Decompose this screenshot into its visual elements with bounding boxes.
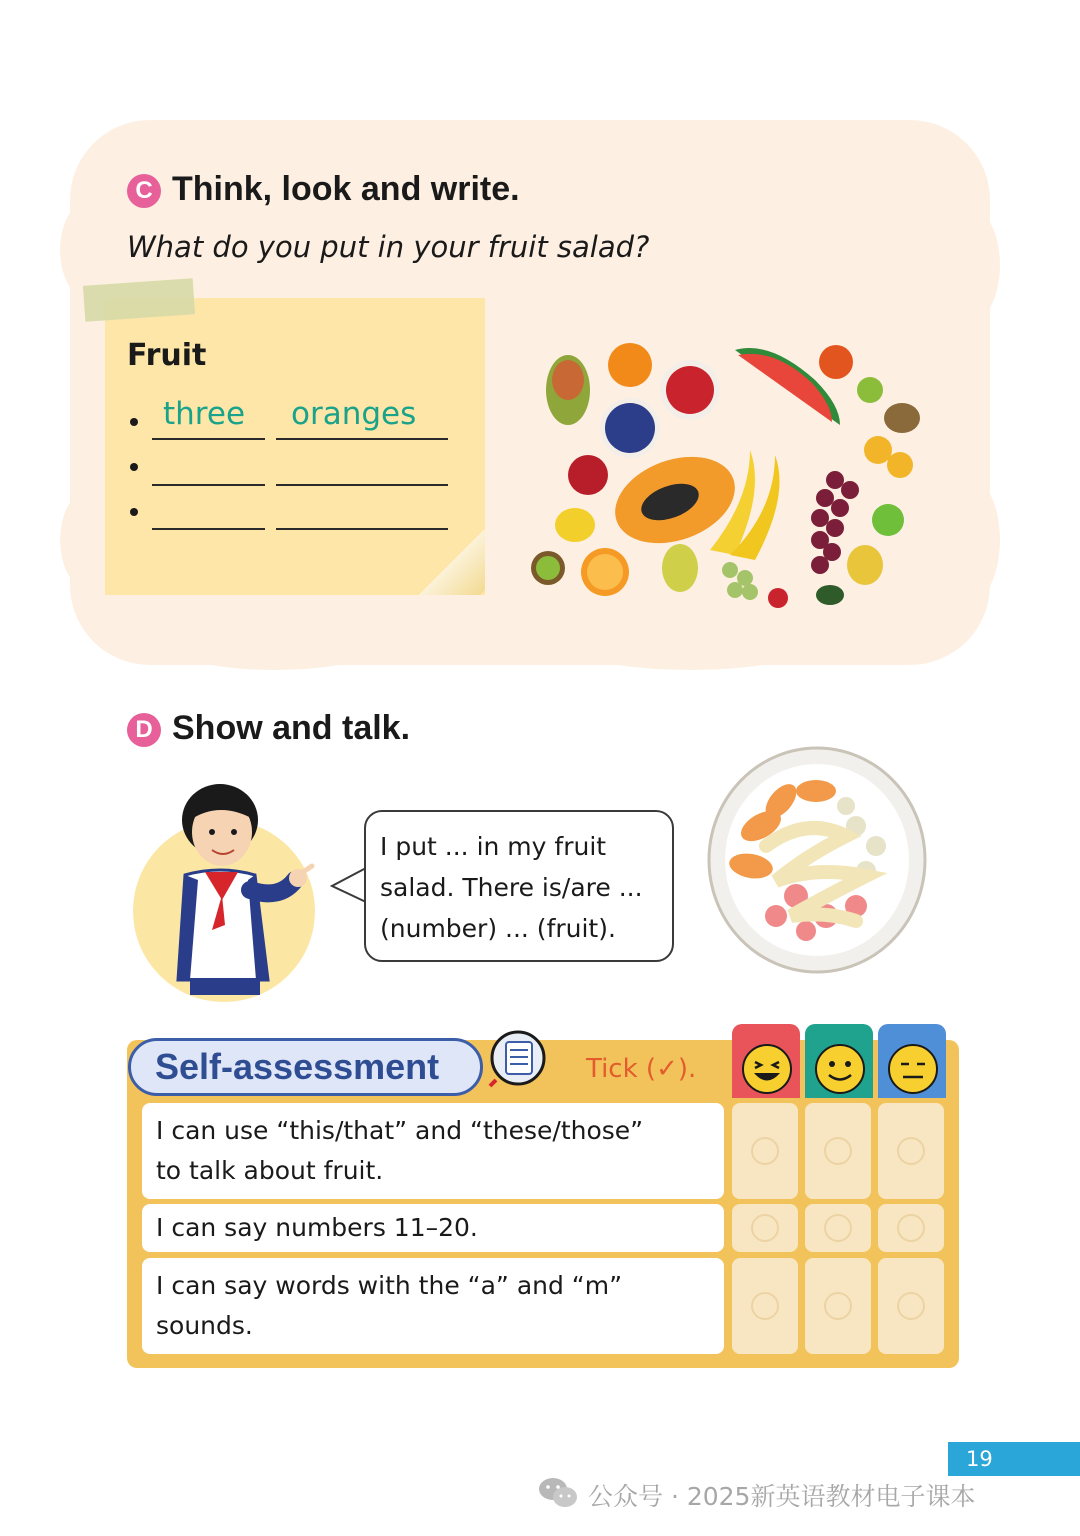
- assessment-text: sounds.: [156, 1311, 253, 1340]
- speech-bubble: [364, 810, 674, 962]
- faint-face-icon: [824, 1292, 852, 1320]
- section-c-question: What do you put in your fruit salad?: [127, 230, 650, 264]
- assessment-text: to talk about fruit.: [156, 1156, 384, 1185]
- page-number: 19: [948, 1442, 1080, 1476]
- faint-face-icon: [751, 1292, 779, 1320]
- boy-illustration: [150, 780, 320, 995]
- bullet: [130, 463, 138, 471]
- checklist-magnifier-icon: [488, 1030, 550, 1088]
- assessment-text: I can say numbers 11–20.: [156, 1213, 478, 1242]
- cloud-edge: [560, 610, 820, 670]
- writing-line-fruit[interactable]: [276, 528, 448, 530]
- smiling-face-icon: [813, 1042, 867, 1096]
- assessment-text: I can use “this/that” and “these/those”: [156, 1116, 644, 1145]
- cloud-edge: [920, 200, 1000, 330]
- faint-face-icon: [751, 1137, 779, 1165]
- self-assessment-tab: [128, 1038, 483, 1096]
- tick-instruction: Tick (✓).: [586, 1054, 697, 1084]
- cloud-edge: [160, 610, 390, 670]
- faint-face-icon: [751, 1214, 779, 1242]
- wechat-icon: [538, 1476, 578, 1510]
- fruit-photo: [520, 340, 930, 610]
- assessment-text: I can say words with the “a” and “m”: [156, 1271, 623, 1300]
- faint-face-icon: [824, 1214, 852, 1242]
- faint-face-icon: [897, 1137, 925, 1165]
- assessment-row: [142, 1258, 724, 1354]
- answer-fruit[interactable]: oranges: [291, 396, 417, 432]
- speech-line: (number) ... (fruit).: [380, 914, 616, 943]
- section-d-badge: D: [127, 713, 161, 747]
- faint-face-icon: [897, 1292, 925, 1320]
- writing-line: [152, 438, 265, 440]
- note-heading: Fruit: [127, 338, 207, 373]
- writing-line-number[interactable]: [152, 484, 265, 486]
- section-c-title: Think, look and write.: [172, 170, 520, 208]
- assessment-row: [142, 1204, 724, 1252]
- writing-line-number[interactable]: [152, 528, 265, 530]
- neutral-face-icon: [886, 1042, 940, 1096]
- speech-line: salad. There is/are ...: [380, 873, 643, 902]
- self-assessment-title: Self-assessment: [155, 1046, 440, 1087]
- faint-face-icon: [824, 1137, 852, 1165]
- writing-line: [276, 438, 448, 440]
- answer-number[interactable]: three: [163, 396, 246, 432]
- cloud-edge: [920, 470, 1000, 610]
- bullet: [130, 508, 138, 516]
- section-c-badge: C: [127, 174, 161, 208]
- note-fold: [418, 530, 485, 595]
- speech-line: I put ... in my fruit: [380, 832, 607, 861]
- bullet: [130, 418, 138, 426]
- section-d-title: Show and talk.: [172, 709, 411, 747]
- laughing-face-icon: [740, 1042, 794, 1096]
- faint-face-icon: [897, 1214, 925, 1242]
- assessment-row: [142, 1103, 724, 1199]
- fruit-salad-plate: [706, 746, 928, 974]
- writing-line-fruit[interactable]: [276, 484, 448, 486]
- watermark-text: 公众号 · 2025新英语教材电子课本: [588, 1482, 976, 1511]
- tape-strip: [83, 278, 195, 322]
